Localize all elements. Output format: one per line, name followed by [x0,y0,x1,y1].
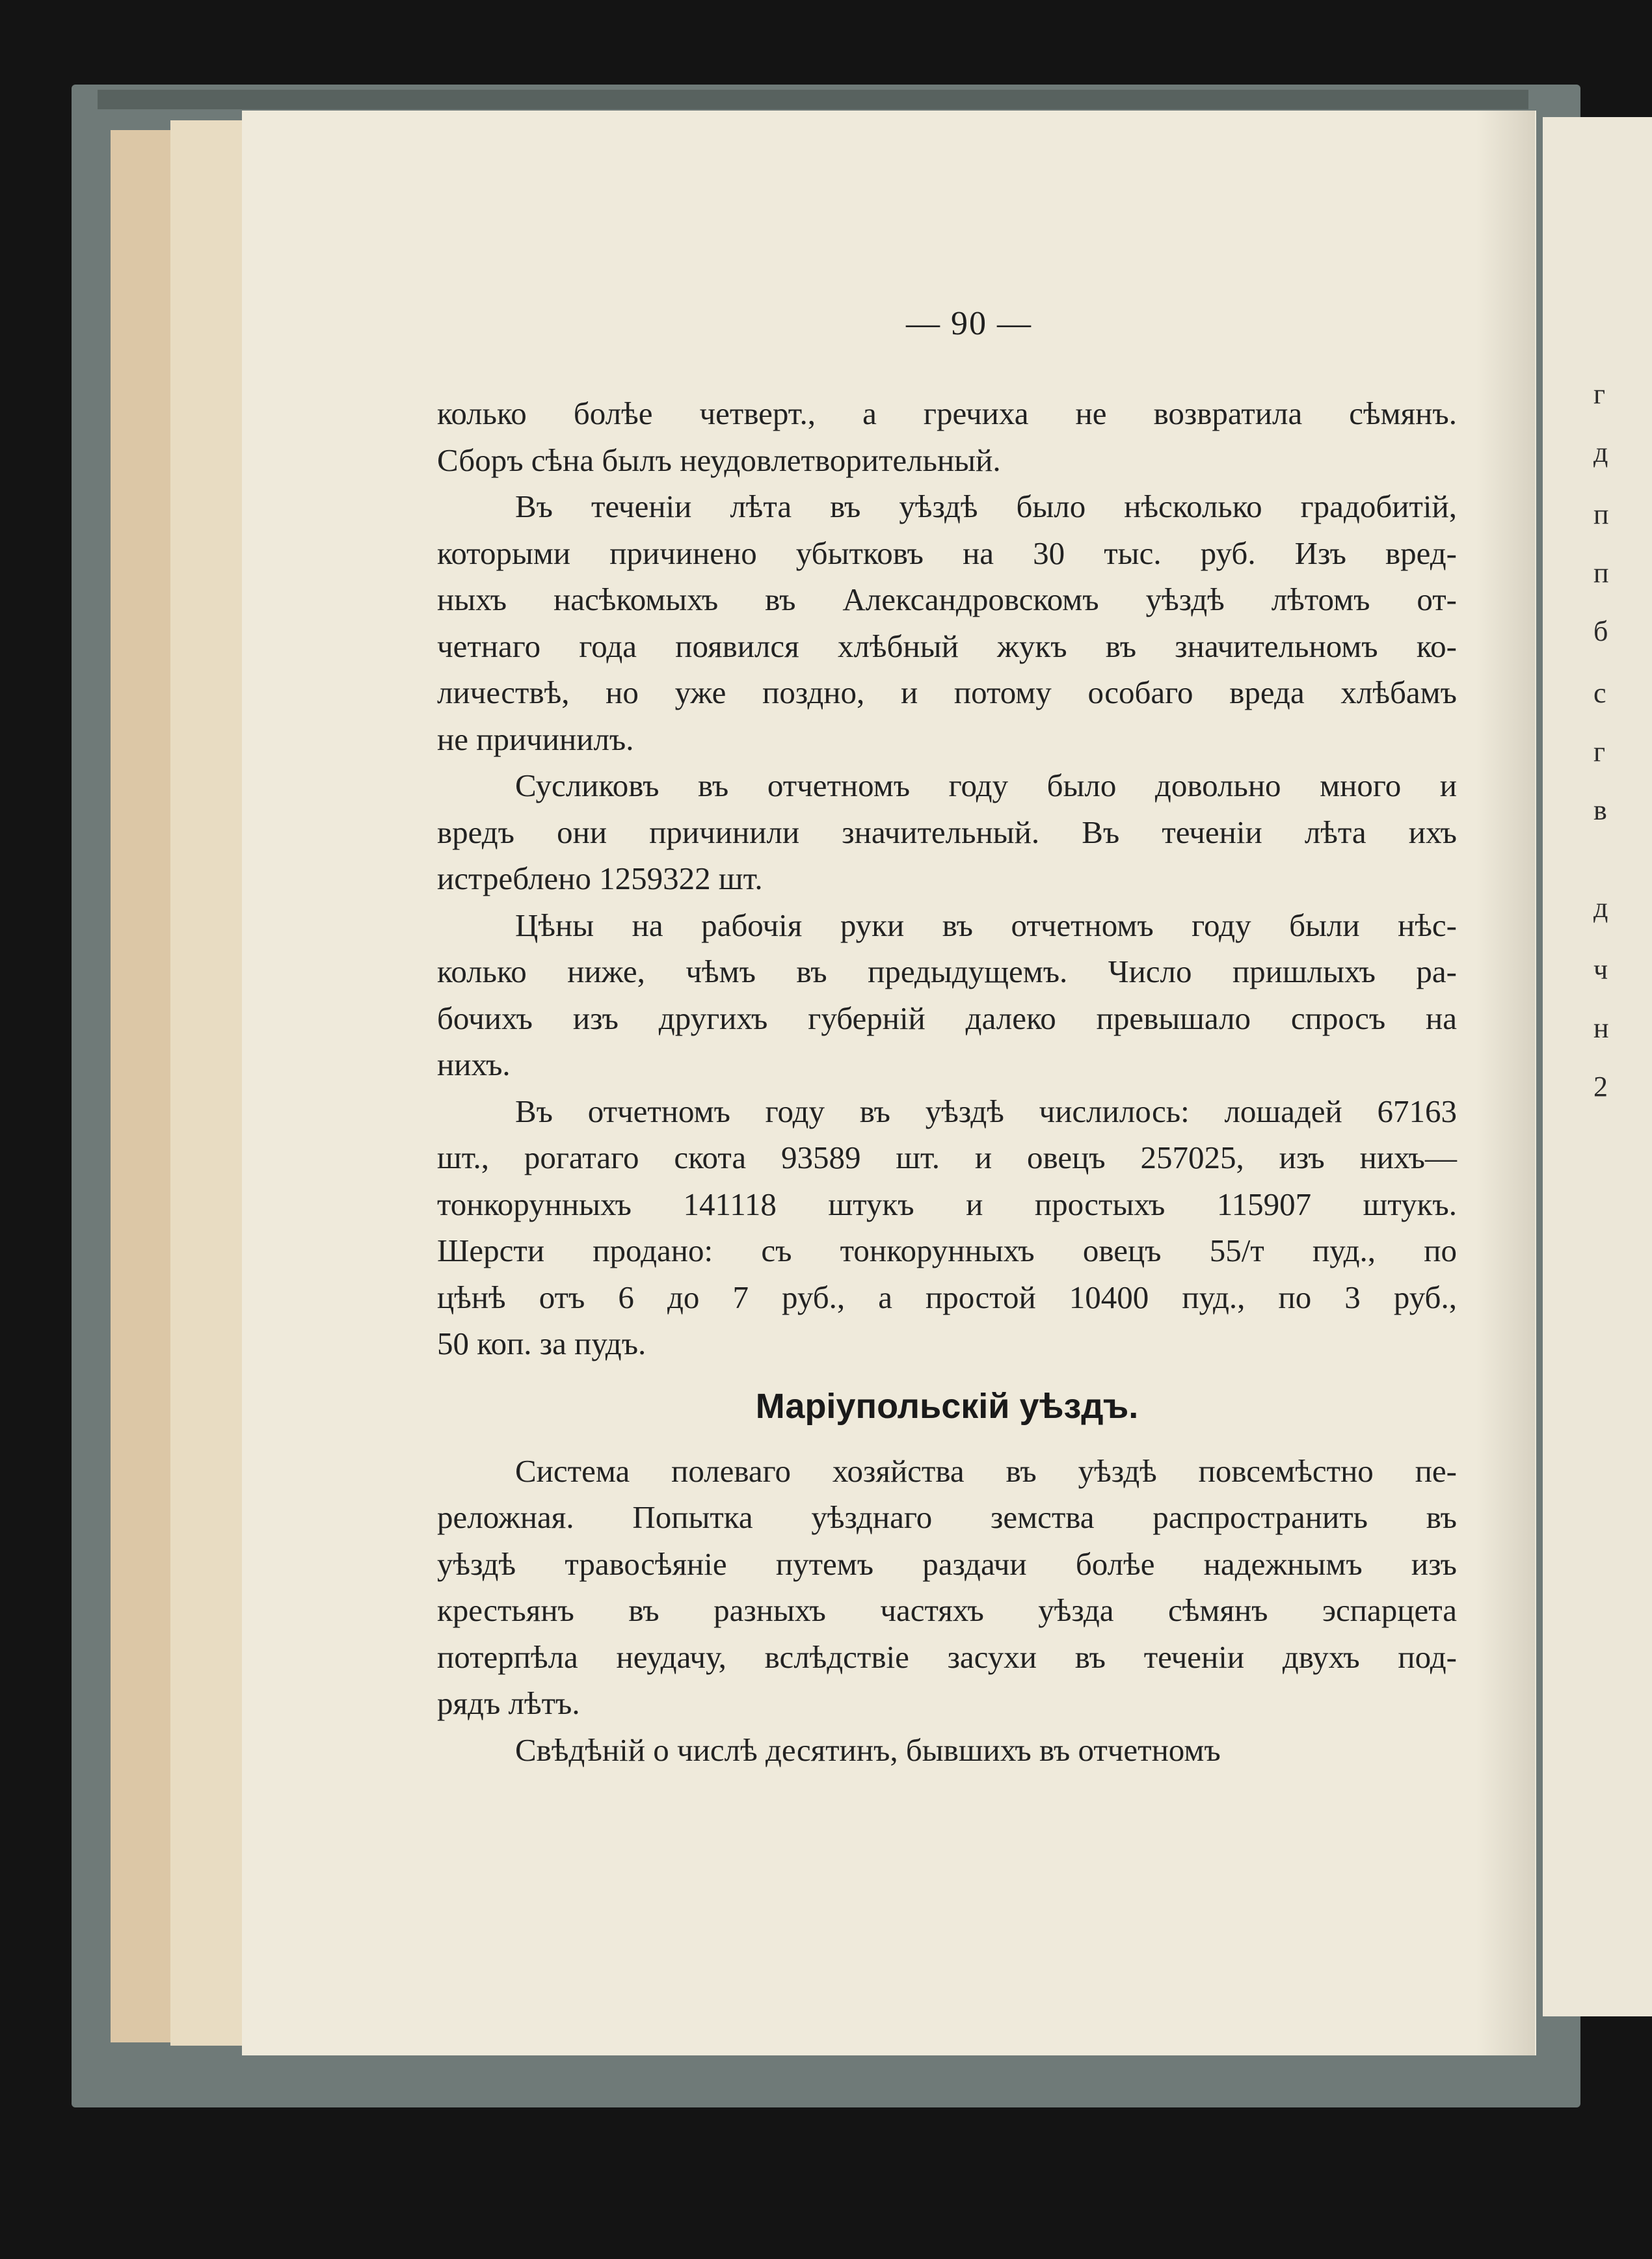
text-line: цѣнѣ отъ 6 до 7 руб., а простой 10400 пуд., по 3 руб., [437,1279,1457,1315]
facing-page-letter: п [1593,498,1609,530]
page-edges-inner [170,120,245,2046]
page-text-body [437,390,1457,1773]
text-line: Сусликовъ въ отчетномъ году было довольно много и [515,768,1457,803]
text-line: четнаго года появился хлѣбный жукъ въ значительномъ ко- [437,628,1457,664]
text-line: Сборъ сѣна былъ неудовлетворительный. [437,442,1001,478]
text-line: реложная. Попытка уѣзднаго земства распространить въ [437,1499,1457,1535]
facing-page-letter: б [1593,615,1608,647]
text-line: нихъ. [437,1047,511,1082]
text-line: 50 коп. за пудъ. [437,1326,646,1361]
text-line: потерпѣла неудачу, вслѣдствіе засухи въ теченіи двухъ под- [437,1638,1457,1675]
text-line: колько ниже, чѣмъ въ предыдущемъ. Число пришлыхъ ра- [437,954,1457,989]
facing-page-letter: 2 [1593,1071,1608,1103]
text-line: тонкорунныхъ 141118 штукъ и простыхъ 115907 штукъ. [437,1186,1457,1222]
text-line: личествѣ, но уже поздно, и потому особаго вреда хлѣбамъ [437,675,1457,710]
text-line: вредъ они причинили значительный. Въ теченіи лѣта ихъ [437,814,1457,850]
page-edges [111,130,172,2042]
text-line: колько болѣе четверт., а гречиха не возвратила сѣмянъ. [437,395,1457,431]
page-number: — 90 — [906,305,1032,342]
text-line: Въ отчетномъ году въ уѣздѣ числилось: лошадей 67163 [515,1093,1457,1129]
facing-page-letter: д [1593,436,1608,468]
text-line: которыми причинено убытковъ на 30 тыс. руб. Изъ вред- [437,535,1457,571]
facing-page-text-fragments [1543,117,1652,2016]
section-heading: Маріупольскій уѣздъ. [755,1386,1139,1426]
text-line: Система полеваго хозяйства въ уѣздѣ повсемѣстно пе- [515,1452,1457,1489]
text-line: шт., рогатаго скота 93589 шт. и овецъ 257025, изъ нихъ— [437,1140,1457,1175]
text-line: Шерсти продано: съ тонкорунныхъ овецъ 55/т пуд., по [437,1233,1457,1268]
text-line: не причинилъ. [437,721,634,757]
text-line: бочихъ изъ другихъ губерній далеко превышало спросъ на [437,1000,1457,1036]
text-line: Въ теченіи лѣта въ уѣздѣ было нѣсколько градобитій, [515,488,1457,524]
page-gutter-shadow [1476,111,1535,2055]
facing-page-letter: д [1593,892,1608,924]
text-line: истреблено 1259322 шт. [437,861,763,896]
facing-page-letter: г [1593,736,1606,768]
facing-page-letter: ч [1593,954,1608,985]
text-line: Цѣны на рабочія руки въ отчетномъ году были нѣс- [515,907,1457,943]
facing-page-letter: п [1593,557,1609,589]
text-line: ныхъ насѣкомыхъ въ Александровскомъ уѣздѣ лѣтомъ от- [437,581,1457,617]
facing-page-letter: г [1593,378,1606,410]
facing-page-letter: в [1593,794,1607,826]
text-line: уѣздѣ травосѣяніе путемъ раздачи болѣе надежнымъ изъ [437,1545,1457,1582]
text-line: Свѣдѣній о числѣ десятинъ, бывшихъ въ отчетномъ [515,1731,1221,1768]
facing-page-letter: с [1593,677,1606,709]
cover-strip [98,90,1528,109]
facing-page-edge [1543,117,1652,2016]
facing-page-letter: н [1593,1012,1609,1044]
text-line: рядъ лѣтъ. [437,1685,580,1721]
text-line: крестьянъ въ разныхъ частяхъ уѣзда сѣмянъ эспарцета [437,1592,1457,1628]
